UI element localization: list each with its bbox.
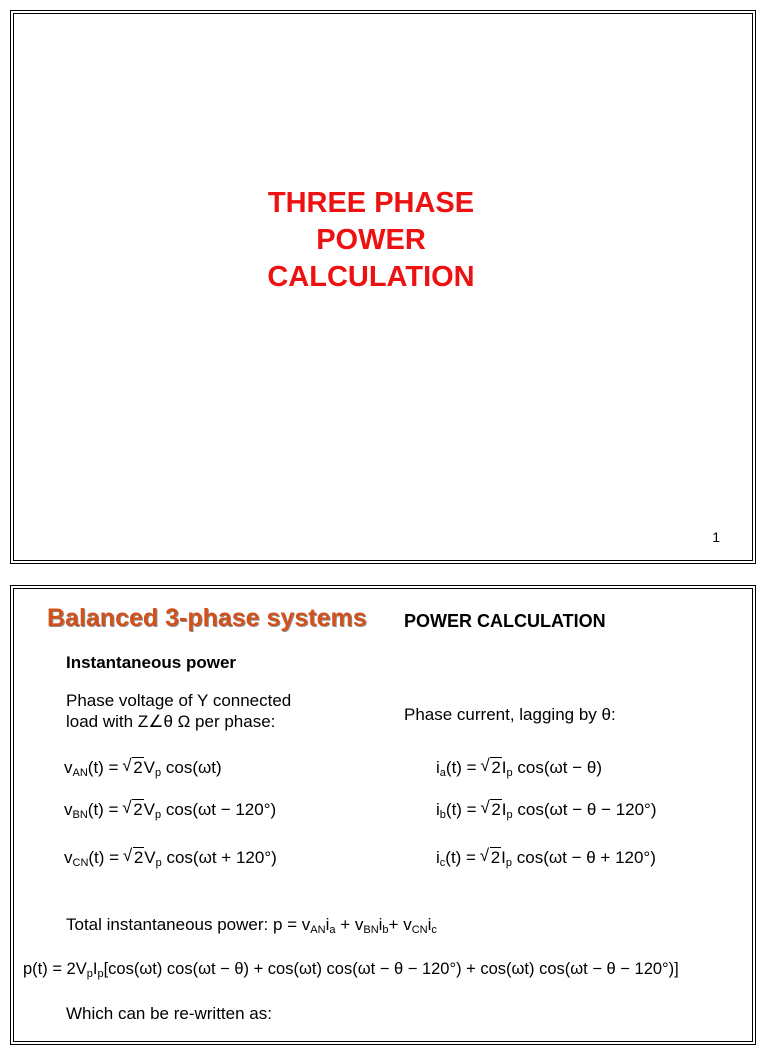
title-line-1: THREE PHASE bbox=[267, 187, 475, 219]
phase-voltage-line-1: Phase voltage of Y connected bbox=[66, 691, 292, 710]
slide-subheading: POWER CALCULATION bbox=[404, 611, 606, 631]
page-number: 1 bbox=[712, 529, 720, 545]
equation-ic: $i_c(t)$ = √ $2I_p$ cos(ωt − θ + 120°) bbox=[436, 848, 656, 869]
phase-current-text: Phase current, lagging by θ: bbox=[404, 705, 616, 724]
equation-vbn: $v_{BN}(t)$ = √ $2V_p$ cos(ωt − 120°) bbox=[64, 800, 276, 821]
phase-voltage-text bbox=[66, 690, 291, 732]
equation-ib: $i_b(t)$ = √ $2I_p$ cos(ωt − θ − 120°) bbox=[436, 800, 657, 821]
title-line-3: CALCULATION bbox=[267, 261, 475, 293]
slide-title bbox=[11, 185, 755, 296]
rewrite-text: Which can be re-written as: bbox=[66, 1004, 272, 1023]
expanded-power-equation: $p(t) = 2V_pI_p[\cos(\omega t) \cos(\omega t - \theta) + \cos(\omega t) \cos(\omega t - \theta - 120^\circ) + \cos(\omega t) \cos(\omega t - \theta - 120^\circ)]$ bbox=[23, 960, 679, 980]
content-slide bbox=[10, 585, 756, 1045]
equation-vcn: $v_{CN}(t)$ = √ $2V_p$ cos(ωt + 120°) bbox=[64, 848, 277, 869]
section-label: Instantaneous power bbox=[66, 653, 237, 672]
equation-ia: $i_a(t)$ = √ $2I_p$ cos(ωt − θ) bbox=[436, 758, 602, 779]
equation-van: $v_{AN}(t)$ = √ $2V_p$ cos(ωt) bbox=[64, 758, 222, 779]
title-slide bbox=[10, 10, 756, 564]
title-line-2: POWER bbox=[316, 224, 426, 256]
phase-voltage-line-2: load with Z∠θ Ω per phase: bbox=[66, 712, 276, 731]
slide-heading: Balanced 3-phase systems bbox=[47, 604, 367, 632]
total-power-equation: Total instantaneous power: $p = v_{AN}i_a + v_{BN}i_b+ v_{CN}i_c$ bbox=[66, 915, 437, 936]
total-power-label: Total instantaneous power: p = v bbox=[66, 915, 311, 934]
